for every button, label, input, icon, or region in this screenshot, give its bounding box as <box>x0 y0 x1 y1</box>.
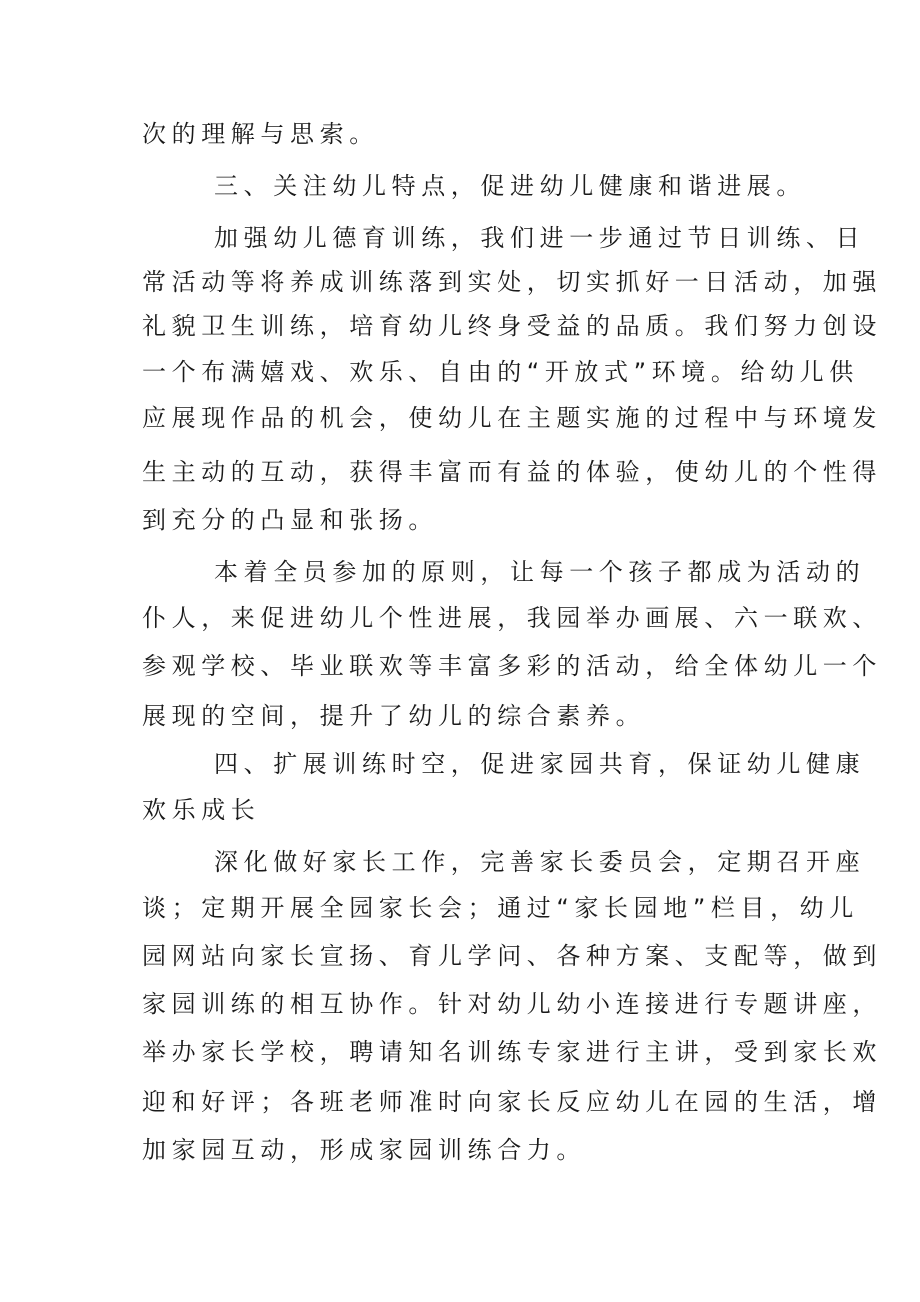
text-line: 展现的空间，提升了幼儿的综合素养。 <box>142 702 646 730</box>
text-line: 加家园互动，形成家园训练合力。 <box>142 1136 586 1164</box>
text-line: 园网站向家长宣扬、育儿学问、各种方案、支配等，做到 <box>142 942 882 970</box>
text-line: 一个布满嬉戏、欢乐、自由的“开放式”环境。给幼儿供 <box>142 358 859 386</box>
text-line: 迎和好评；各班老师准时向家长反应幼儿在园的生活，增 <box>142 1088 882 1116</box>
text-line: 常活动等将养成训练落到实处，切实抓好一日活动，加强 <box>142 268 882 296</box>
text-line: 加强幼儿德育训练，我们进一步通过节日训练、日 <box>214 224 866 252</box>
text-line: 参观学校、毕业联欢等丰富多彩的活动，给全体幼儿一个 <box>142 652 882 680</box>
section-heading-4-cont: 欢乐成长 <box>142 796 261 824</box>
text-line: 本着全员参加的原则，让每一个孩子都成为活动的 <box>214 558 866 586</box>
section-heading-4: 四、扩展训练时空，促进家园共育，保证幼儿健康 <box>214 750 866 778</box>
text-line: 应展现作品的机会，使幼儿在主题实施的过程中与环境发 <box>142 404 882 432</box>
section-heading-3: 三、关注幼儿特点，促进幼儿健康和谐进展。 <box>214 172 806 200</box>
text-line: 谈；定期开展全园家长会；通过“家长园地”栏目，幼儿 <box>142 894 859 922</box>
text-line: 生主动的互动，获得丰富而有益的体验，使幼儿的个性得 <box>142 458 882 486</box>
text-line: 仆人，来促进幼儿个性进展，我园举办画展、六一联欢、 <box>142 604 882 632</box>
text-line: 礼貌卫生训练，培育幼儿终身受益的品质。我们努力创设 <box>142 312 882 340</box>
text-line: 举办家长学校，聘请知名训练专家进行主讲，受到家长欢 <box>142 1038 882 1066</box>
text-line: 家园训练的相互协作。针对幼儿幼小连接进行专题讲座， <box>142 990 882 1018</box>
text-line: 次的理解与思索。 <box>142 120 379 148</box>
text-line: 到充分的凸显和张扬。 <box>142 506 438 534</box>
text-line: 深化做好家长工作，完善家长委员会，定期召开座 <box>214 848 866 876</box>
